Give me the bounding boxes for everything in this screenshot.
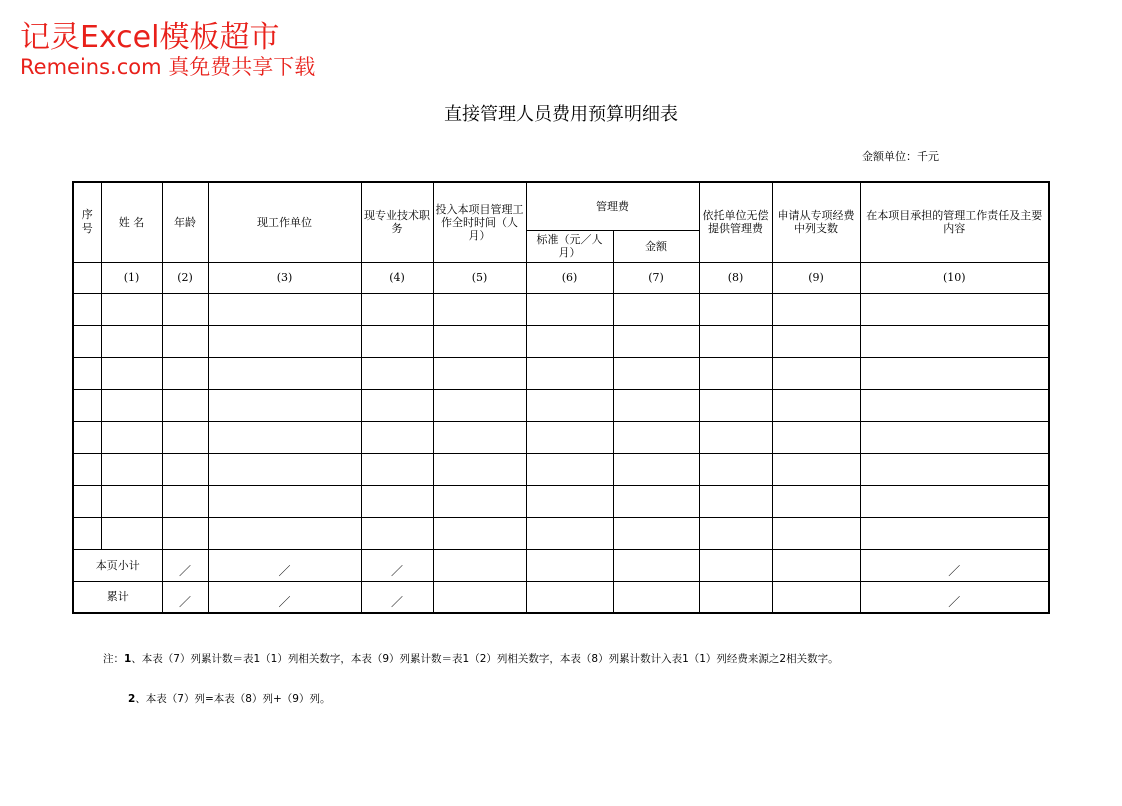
table-cell[interactable] [361, 293, 433, 325]
table-cell[interactable] [162, 517, 208, 549]
table-cell[interactable] [772, 549, 860, 581]
header-age: 年龄 [162, 182, 208, 262]
slash-mark: ／ [178, 563, 191, 578]
table-cell[interactable] [433, 325, 526, 357]
table-cell[interactable] [162, 453, 208, 485]
table-cell[interactable] [73, 325, 101, 357]
table-cell[interactable] [699, 581, 772, 613]
table-cell[interactable] [433, 517, 526, 549]
table-cell[interactable] [613, 421, 699, 453]
table-cell[interactable] [162, 357, 208, 389]
table-cell[interactable] [526, 581, 613, 613]
table-cell[interactable] [208, 517, 361, 549]
table-cell[interactable] [699, 453, 772, 485]
table-cell[interactable] [101, 485, 162, 517]
table-cell[interactable] [433, 581, 526, 613]
table-cell[interactable] [162, 485, 208, 517]
header-seq [73, 182, 101, 262]
table-cell[interactable] [73, 485, 101, 517]
slash-mark: ／ [948, 563, 961, 578]
col-num-cell: (4) [361, 262, 433, 293]
table-cell[interactable] [433, 389, 526, 421]
watermark-title: 记灵Excel模板超市 [20, 20, 280, 55]
table-cell[interactable] [860, 517, 1049, 549]
table-cell[interactable] [772, 357, 860, 389]
table-cell[interactable] [772, 325, 860, 357]
table-cell[interactable] [613, 517, 699, 549]
amount-unit: 金额单位：千元 [862, 150, 939, 163]
table-cell[interactable] [361, 357, 433, 389]
note-1-number: 1 [124, 653, 132, 665]
table-cell[interactable] [101, 517, 162, 549]
slash-cell [860, 581, 1049, 613]
slash-mark: ／ [948, 595, 961, 610]
table-cell[interactable] [162, 325, 208, 357]
col-num-cell: (2) [162, 262, 208, 293]
col-num-cell: (1) [101, 262, 162, 293]
col-num-cell: (8) [699, 262, 772, 293]
table-cell[interactable] [208, 293, 361, 325]
column-number-row [73, 262, 1049, 293]
table-cell[interactable] [73, 293, 101, 325]
table-cell[interactable] [860, 325, 1049, 357]
table-cell[interactable] [772, 453, 860, 485]
table-cell[interactable] [772, 581, 860, 613]
data-rows [73, 293, 1049, 549]
slash-cell [162, 581, 208, 613]
slash-cell [361, 549, 433, 581]
table-cell[interactable] [699, 293, 772, 325]
table-cell[interactable] [699, 325, 772, 357]
table-cell[interactable] [613, 453, 699, 485]
table-cell[interactable] [613, 485, 699, 517]
table-cell[interactable] [772, 389, 860, 421]
header-invest-time: 投入本项目管理工作全时时间（人月） [433, 182, 526, 262]
table-cell[interactable] [433, 453, 526, 485]
table-cell[interactable] [73, 389, 101, 421]
table-cell[interactable] [699, 485, 772, 517]
table-row [73, 357, 1049, 389]
table-cell[interactable] [208, 357, 361, 389]
table-cell[interactable] [361, 389, 433, 421]
table-cell[interactable] [433, 421, 526, 453]
table-cell[interactable] [162, 421, 208, 453]
table-cell[interactable] [613, 389, 699, 421]
table-row [73, 421, 1049, 453]
col-num-cell: (9) [772, 262, 860, 293]
subtotal-row [73, 549, 1049, 581]
table-cell[interactable] [361, 421, 433, 453]
header-apply-fee: 申请从专项经费中列支数 [772, 182, 860, 262]
header-name: 姓 名 [101, 182, 162, 262]
table-cell[interactable] [73, 453, 101, 485]
table-cell[interactable] [772, 485, 860, 517]
table-row [73, 485, 1049, 517]
col-num-cell: (3) [208, 262, 361, 293]
table-cell[interactable] [526, 421, 613, 453]
table-row [73, 293, 1049, 325]
note-prefix: 注： [103, 653, 124, 665]
header-entrust-fee: 依托单位无偿提供管理费 [699, 182, 772, 262]
table-cell[interactable] [772, 421, 860, 453]
table-cell[interactable] [433, 485, 526, 517]
table-cell[interactable] [613, 357, 699, 389]
slash-cell [162, 549, 208, 581]
header-work-unit: 现工作单位 [208, 182, 361, 262]
table-cell[interactable] [613, 549, 699, 581]
table-cell[interactable] [526, 485, 613, 517]
table-cell[interactable] [162, 389, 208, 421]
note-2-text: 、本表（7）列=本表（8）列+（9）列。 [135, 693, 331, 705]
col-num-cell [73, 262, 101, 293]
table-cell[interactable] [526, 453, 613, 485]
table-cell[interactable] [101, 421, 162, 453]
col-num-cell: (10) [860, 262, 1049, 293]
table-cell[interactable] [73, 421, 101, 453]
table-row [73, 453, 1049, 485]
note-1 [103, 652, 839, 666]
table-cell[interactable] [860, 293, 1049, 325]
table-cell[interactable] [208, 389, 361, 421]
slash-cell [208, 581, 361, 613]
table-cell[interactable] [208, 453, 361, 485]
note-2 [128, 692, 330, 706]
table-cell[interactable] [101, 325, 162, 357]
slash-mark: ／ [278, 563, 291, 578]
table-cell[interactable] [860, 421, 1049, 453]
slash-cell [208, 549, 361, 581]
note-1-text: 、本表（7）列累计数＝表1（1）列相关数字，本表（9）列累计数＝表1（2）列相关数字，本表（8）列累计数计入表1（1）列经费来源之2相关数字。 [131, 653, 839, 665]
watermark-subtitle: Remeins.com 真免费共享下载 [20, 55, 316, 79]
table-cell[interactable] [860, 485, 1049, 517]
page-title: 直接管理人员费用预算明细表 [444, 104, 678, 125]
table-cell[interactable] [361, 485, 433, 517]
slash-mark: ／ [390, 595, 403, 610]
table-cell[interactable] [860, 453, 1049, 485]
table-cell[interactable] [433, 357, 526, 389]
table-cell[interactable] [699, 357, 772, 389]
col-num-cell: (7) [613, 262, 699, 293]
table-row [73, 389, 1049, 421]
table-cell[interactable] [73, 517, 101, 549]
header-title-duty: 现专业技术职务 [361, 182, 433, 262]
header-duty: 在本项目承担的管理工作责任及主要内容 [860, 182, 1049, 262]
table-cell[interactable] [699, 549, 772, 581]
table-cell[interactable] [699, 421, 772, 453]
slash-mark: ／ [178, 595, 191, 610]
table-cell[interactable] [361, 453, 433, 485]
table-row [73, 325, 1049, 357]
slash-cell [860, 549, 1049, 581]
table-cell[interactable] [526, 357, 613, 389]
slash-mark: ／ [278, 595, 291, 610]
table-cell[interactable] [433, 293, 526, 325]
table-cell[interactable] [361, 325, 433, 357]
table-cell[interactable] [613, 325, 699, 357]
table-cell[interactable] [208, 325, 361, 357]
table-cell[interactable] [526, 517, 613, 549]
header-mgmt-fee: 管理费 [526, 182, 699, 230]
cumulative-row [73, 581, 1049, 613]
table-cell[interactable] [208, 421, 361, 453]
subtotal-label: 本页小计 [73, 549, 162, 581]
table-cell[interactable] [613, 581, 699, 613]
col-num-cell: (6) [526, 262, 613, 293]
table-cell[interactable] [208, 485, 361, 517]
slash-mark: ／ [390, 563, 403, 578]
table-cell[interactable] [526, 325, 613, 357]
table-cell[interactable] [101, 453, 162, 485]
col-num-cell: (5) [433, 262, 526, 293]
table-cell[interactable] [162, 293, 208, 325]
header-standard: 标准（元／人月） [526, 230, 613, 262]
table-cell[interactable] [101, 293, 162, 325]
header-amount: 金额 [613, 230, 699, 262]
table-cell[interactable] [526, 293, 613, 325]
table-cell[interactable] [526, 549, 613, 581]
table-cell[interactable] [433, 549, 526, 581]
table-cell[interactable] [101, 389, 162, 421]
table-row [73, 517, 1049, 549]
table-cell[interactable] [361, 517, 433, 549]
table-cell[interactable] [772, 517, 860, 549]
table-cell[interactable] [699, 389, 772, 421]
slash-cell [361, 581, 433, 613]
table-cell[interactable] [101, 357, 162, 389]
table-cell[interactable] [526, 389, 613, 421]
cumulative-label: 累计 [73, 581, 162, 613]
table-cell[interactable] [860, 357, 1049, 389]
note-2-number: 2 [128, 693, 136, 705]
header-seq-label: 序号 [81, 208, 93, 236]
budget-table [72, 181, 1050, 614]
table-cell[interactable] [613, 293, 699, 325]
table-cell[interactable] [860, 389, 1049, 421]
table-cell[interactable] [699, 517, 772, 549]
table-cell[interactable] [73, 357, 101, 389]
table-cell[interactable] [772, 293, 860, 325]
